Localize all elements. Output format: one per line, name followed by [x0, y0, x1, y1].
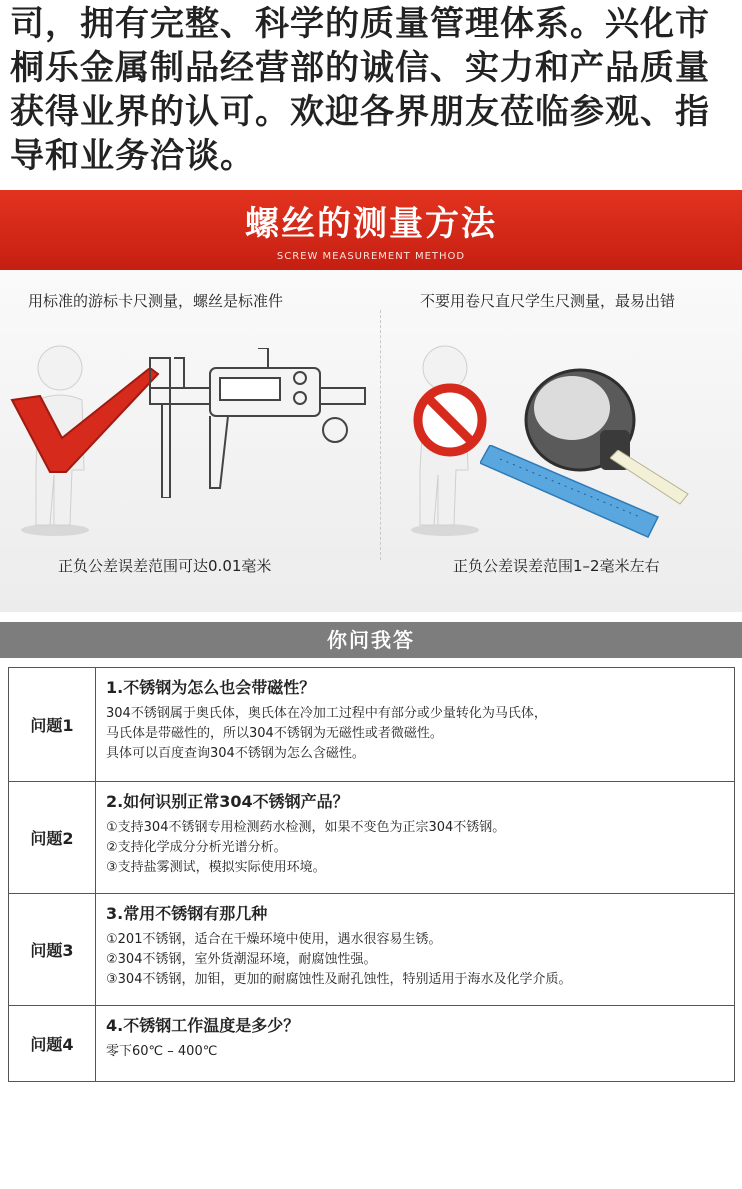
qa-body — [96, 1006, 734, 1081]
measurement-panel — [0, 270, 742, 612]
correct-tolerance-caption: 正负公差误差范围可达0.01毫米 — [58, 557, 272, 575]
question-text: 1.不锈钢为怎么也会带磁性？ — [106, 678, 316, 697]
qa-body — [96, 668, 734, 781]
panel-divider — [380, 310, 381, 560]
intro-line: 获得业界的认可。欢迎各界朋友莅临参观、指 — [10, 92, 710, 132]
question-text: 2.如何识别正常304不锈钢产品？ — [106, 792, 349, 811]
qa-heading: 你问我答 — [0, 622, 742, 658]
qa-row — [9, 781, 734, 893]
qa-body — [96, 894, 734, 1005]
answer-line: ②304不锈钢，室外货潮湿环境，耐腐蚀性强。 — [106, 952, 377, 967]
answer-line: 304不锈钢属于奥氏体，奥氏体在冷加工过程中有部分或少量转化为马氏体， — [106, 706, 547, 721]
check-mark-icon — [10, 368, 160, 478]
qa-row — [9, 893, 734, 1005]
answer-line: ①201不锈钢，适合在干燥环境中使用，遇水很容易生锈。 — [106, 932, 442, 947]
question-text: 4.不锈钢工作温度是多少？ — [106, 1016, 300, 1035]
question-label: 问题2 — [9, 782, 96, 893]
question-text: 3.常用不锈钢有那几种 — [106, 904, 268, 923]
answer-line: ②支持化学成分分析光谱分析。 — [106, 840, 287, 855]
answer-line: 具体可以百度查询304不锈钢为怎么含磁性。 — [106, 746, 365, 761]
banner-title: 螺丝的测量方法 — [245, 204, 497, 244]
qa-body — [96, 782, 734, 893]
intro-line: 导和业务洽谈。 — [10, 136, 255, 176]
intro-line: 司，拥有完整、科学的质量管理体系。兴化市 — [10, 4, 710, 44]
wrong-tolerance-caption: 正负公差误差范围1–2毫米左右 — [453, 557, 660, 575]
question-label: 问题1 — [9, 668, 96, 781]
qa-row — [9, 668, 734, 781]
wrong-method-caption: 不要用卷尺直尺学生尺测量，最易出错 — [420, 292, 676, 310]
intro-paragraph — [10, 2, 732, 178]
qa-row — [9, 1005, 734, 1081]
answer-line: 零下60℃ – 400℃ — [106, 1044, 218, 1059]
tape-blade-icon — [610, 450, 690, 510]
answer-line: ①支持304不锈钢专用检测药水检测，如果不变色为正宗304不锈钢。 — [106, 820, 506, 835]
vernier-caliper-icon — [140, 348, 370, 498]
correct-method-caption: 用标准的游标卡尺测量，螺丝是标准件 — [28, 292, 284, 310]
question-label: 问题3 — [9, 894, 96, 1005]
section-banner — [0, 190, 742, 270]
qa-table — [8, 667, 735, 1082]
answer-line: 马氏体是带磁性的，所以304不锈钢为无磁性或者微磁性。 — [106, 726, 443, 741]
intro-line: 桐乐金属制品经营部的诚信、实力和产品质量 — [10, 48, 710, 88]
answer-line: ③支持盐雾测试，模拟实际使用环境。 — [106, 860, 326, 875]
question-label: 问题4 — [9, 1006, 96, 1081]
answer-line: ③304不锈钢，加钼，更加的耐腐蚀性及耐孔蚀性，特别适用于海水及化学介质。 — [106, 972, 572, 987]
prohibited-icon — [410, 380, 490, 460]
banner-subtitle: SCREW MEASUREMENT METHOD — [276, 251, 466, 262]
